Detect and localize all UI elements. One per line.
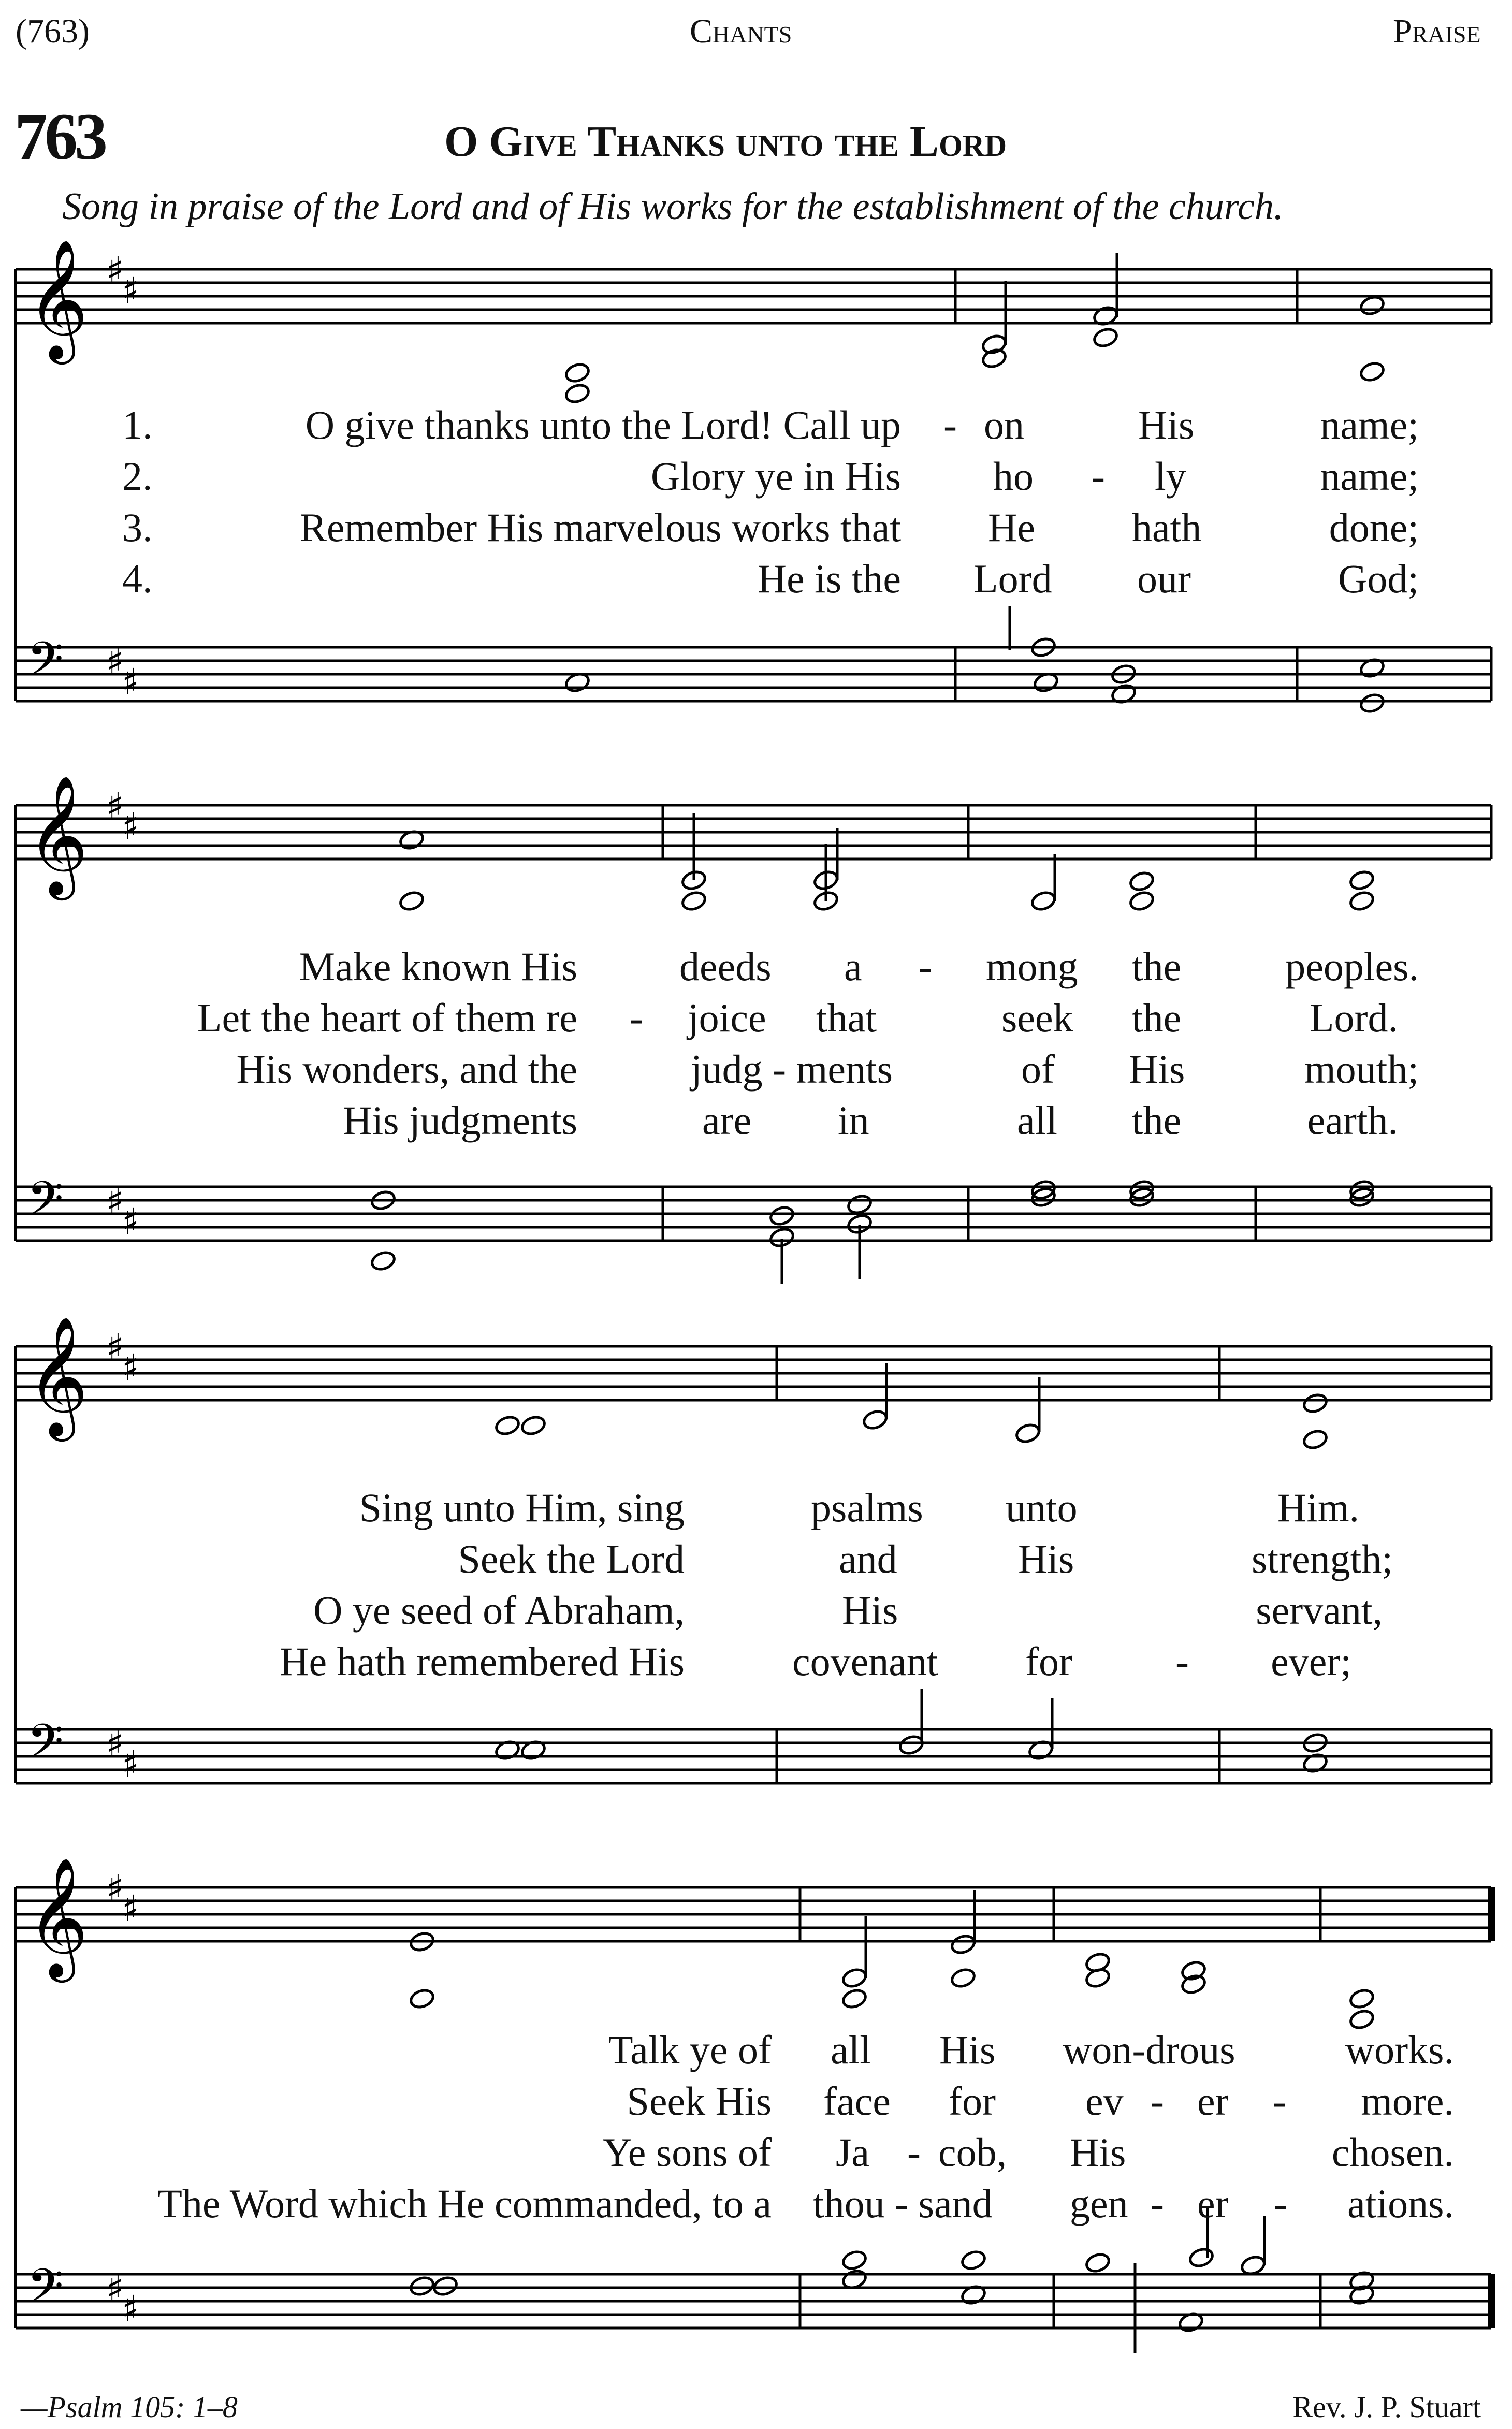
lyric-s4-v3-4: His <box>1070 2130 1126 2175</box>
lyric-s4-v2-4: - <box>1151 2078 1164 2123</box>
lyric-s1-v2-3: ly <box>1155 454 1186 499</box>
notehead <box>1014 1422 1041 1444</box>
lyric-s1-v2-2: - <box>1092 454 1105 499</box>
notehead <box>564 361 591 384</box>
stanza-number-1: 1. <box>122 402 153 447</box>
lyric-s3-v2-0: Seek the Lord <box>458 1536 685 1581</box>
lyric-s1-v4-1: Lord <box>973 556 1052 601</box>
lyric-s1-v1-3: His <box>1138 402 1195 447</box>
treble-clef-icon: 𝄞 <box>27 1857 89 1977</box>
notehead <box>1348 890 1375 912</box>
sharp-icon: ♯ <box>122 2288 139 2330</box>
lyric-s3-v3-2: servant, <box>1256 1588 1383 1633</box>
notehead <box>846 1193 873 1215</box>
final-barline <box>1488 2274 1495 2328</box>
sharp-icon: ♯ <box>106 1867 124 1910</box>
sharp-icon: ♯ <box>122 1887 139 1930</box>
lyric-s3-v1-0: Sing unto Him, sing <box>359 1485 685 1530</box>
sharp-icon: ♯ <box>122 269 139 312</box>
lyric-s4-v1-4: works. <box>1345 2027 1454 2072</box>
lyric-s4-v4-5: - <box>1274 2181 1287 2226</box>
lyric-s1-v3-0: Remember His marvelous works that <box>299 505 901 550</box>
lyric-s3-v2-3: strength; <box>1252 1536 1393 1581</box>
lyric-s3-v4-4: ever; <box>1271 1639 1351 1684</box>
notehead <box>1188 2246 1215 2268</box>
notehead <box>1030 890 1057 912</box>
lyric-s4-v4-6: ations. <box>1347 2181 1454 2226</box>
stanza-number-2: 2. <box>122 454 153 499</box>
lyric-s4-v3-1: Ja <box>836 2130 869 2175</box>
lyric-s4-v2-1: face <box>823 2078 891 2123</box>
notehead <box>841 1987 868 2010</box>
lyric-s2-v4-4: the <box>1132 1098 1182 1143</box>
lyric-s2-v3-1: judg - ments <box>691 1046 893 1092</box>
notehead <box>1128 890 1155 912</box>
lyric-s1-v4-3: God; <box>1338 556 1419 601</box>
notehead <box>494 1414 521 1436</box>
notehead <box>768 1204 795 1227</box>
lyric-s1-v1-1: - <box>943 402 957 447</box>
lyric-s2-v4-1: are <box>702 1098 752 1143</box>
lyric-s4-v2-2: for <box>949 2078 996 2123</box>
lyric-s4-v2-0: Seek His <box>627 2078 772 2123</box>
lyric-s3-v4-3: - <box>1175 1639 1189 1684</box>
lyric-s1-v3-2: hath <box>1132 505 1202 550</box>
bass-clef-icon: 𝄢 <box>27 1714 64 1780</box>
lyric-s2-v1-1: deeds <box>679 944 772 989</box>
lyric-s4-v3-0: Ye sons of <box>603 2130 772 2175</box>
sharp-icon: ♯ <box>122 1200 139 1243</box>
lyric-s2-v2-2: joice <box>688 995 766 1040</box>
notehead <box>564 382 591 404</box>
lyric-s4-v3-5: chosen. <box>1331 2130 1454 2175</box>
lyric-s2-v4-5: earth. <box>1307 1098 1398 1143</box>
lyric-s2-v2-3: that <box>816 995 877 1040</box>
notehead <box>432 2275 459 2297</box>
sharp-icon: ♯ <box>106 2267 124 2310</box>
sharp-icon: ♯ <box>106 1723 124 1765</box>
section-heading: Chants <box>690 12 792 50</box>
sharp-icon: ♯ <box>122 1346 139 1389</box>
lyric-s1-v4-2: our <box>1137 556 1191 601</box>
lyric-s4-v4-4: er <box>1197 2181 1229 2226</box>
sharp-icon: ♯ <box>106 785 124 827</box>
notehead <box>409 1987 435 2010</box>
notehead <box>1348 869 1375 891</box>
lyric-s2-v1-6: peoples. <box>1285 944 1419 989</box>
author-credit: Rev. J. P. Stuart <box>1292 2390 1481 2424</box>
notehead <box>520 1414 547 1436</box>
category-heading: Praise <box>1393 12 1481 50</box>
bass-clef-icon: 𝄢 <box>27 2259 64 2325</box>
lyric-s3-v3-1: His <box>842 1588 898 1633</box>
lyric-s4-v1-0: Talk ye of <box>608 2027 772 2072</box>
lyric-s4-v2-6: - <box>1273 2078 1286 2123</box>
treble-clef-icon: 𝄞 <box>27 1316 89 1436</box>
lyric-s2-v2-1: - <box>630 995 643 1040</box>
lyric-s1-v1-2: on <box>984 402 1024 447</box>
notehead <box>862 1408 889 1431</box>
notehead <box>1348 1987 1375 2010</box>
stanza-number-4: 4. <box>122 556 153 601</box>
sharp-icon: ♯ <box>122 661 139 703</box>
final-barline <box>1488 1887 1495 1941</box>
lyric-s3-v4-1: covenant <box>792 1639 938 1684</box>
sharp-icon: ♯ <box>106 1326 124 1369</box>
lyric-s1-v2-4: name; <box>1320 454 1419 499</box>
hymn-number: 763 <box>14 100 105 173</box>
lyric-s4-v1-1: all <box>831 2027 871 2072</box>
lyric-s4-v4-0: The Word which He commanded, to a <box>157 2181 772 2226</box>
sharp-icon: ♯ <box>122 805 139 848</box>
notehead <box>398 890 425 912</box>
lyric-s2-v3-2: of <box>1021 1046 1055 1092</box>
lyric-s1-v2-1: ho <box>993 454 1034 499</box>
lyric-s2-v1-0: Make known His <box>299 944 577 989</box>
notehead <box>680 890 707 912</box>
lyric-s4-v2-7: more. <box>1361 2078 1454 2123</box>
stanza-number-3: 3. <box>122 505 153 550</box>
notehead <box>960 2249 987 2271</box>
lyric-s1-v3-1: He <box>988 505 1035 550</box>
treble-clef-icon: 𝄞 <box>27 775 89 895</box>
notehead <box>1359 294 1386 316</box>
notehead <box>370 1249 397 1272</box>
scripture-reference: —Psalm 105: 1–8 <box>21 2390 238 2424</box>
lyric-s1-v1-0: O give thanks unto the Lord! Call up <box>305 402 901 447</box>
lyric-s3-v1-3: Him. <box>1277 1485 1359 1530</box>
lyric-s2-v2-0: Let the heart of them re <box>197 995 577 1040</box>
notehead <box>1359 692 1386 714</box>
lyric-s3-v1-1: psalms <box>811 1485 923 1530</box>
notehead <box>1128 870 1155 892</box>
notehead <box>1302 1392 1329 1414</box>
lyric-s4-v4-3: - <box>1151 2181 1164 2226</box>
lyric-s2-v3-0: His wonders, and the <box>236 1046 577 1092</box>
lyric-s3-v1-2: unto <box>1006 1485 1078 1530</box>
notehead <box>841 2249 868 2271</box>
lyric-s2-v1-2: a <box>844 944 862 989</box>
lyric-s4-v2-3: ev <box>1085 2078 1124 2123</box>
bass-clef-icon: 𝄢 <box>27 1171 64 1238</box>
lyric-s4-v4-1: thou - sand <box>813 2181 993 2226</box>
lyric-s2-v2-4: seek <box>1001 995 1073 1040</box>
lyric-s3-v3-0: O ye seed of Abraham, <box>313 1588 685 1633</box>
sharp-icon: ♯ <box>106 249 124 292</box>
hymn-title: O Give Thanks unto the Lord <box>444 118 1007 166</box>
lyric-s2-v4-3: all <box>1017 1098 1057 1143</box>
lyric-s4-v2-5: er <box>1197 2078 1229 2123</box>
lyric-s2-v3-4: mouth; <box>1304 1046 1419 1092</box>
hymn-description: Song in praise of the Lord and of His works for the establishment of the church. <box>62 185 1284 228</box>
notehead <box>950 1933 977 1955</box>
notehead <box>950 1967 977 1989</box>
bass-clef-icon: 𝄢 <box>27 632 64 698</box>
notehead <box>1359 360 1386 383</box>
treble-clef-icon: 𝄞 <box>27 239 89 359</box>
lyric-s2-v4-0: His judgments <box>343 1098 577 1143</box>
lyric-s3-v4-2: for <box>1025 1639 1072 1684</box>
lyric-s2-v1-3: - <box>919 944 932 989</box>
lyric-s4-v1-3: won-drous <box>1063 2027 1235 2072</box>
lyric-s3-v4-0: He hath remembered His <box>280 1639 685 1684</box>
lyric-s3-v2-1: and <box>839 1536 897 1581</box>
lyric-s2-v4-2: in <box>838 1098 869 1143</box>
lyric-s1-v3-3: done; <box>1329 505 1419 550</box>
sharp-icon: ♯ <box>122 1743 139 1785</box>
lyric-s4-v4-2: gen <box>1070 2181 1128 2226</box>
lyric-s2-v2-6: Lord. <box>1309 995 1398 1040</box>
sharp-icon: ♯ <box>106 1180 124 1223</box>
lyric-s2-v3-3: His <box>1129 1046 1185 1092</box>
lyric-s2-v1-5: the <box>1132 944 1182 989</box>
lyric-s2-v2-5: the <box>1132 995 1182 1040</box>
notehead <box>1092 326 1119 348</box>
notehead <box>841 1967 868 1989</box>
lyric-s4-v1-2: His <box>939 2027 996 2072</box>
notehead <box>409 2275 435 2297</box>
notehead <box>1302 1428 1329 1450</box>
sharp-icon: ♯ <box>106 641 124 683</box>
lyric-s2-v1-4: mong <box>986 944 1078 989</box>
lyric-s1-v2-0: Glory ye in His <box>650 454 901 499</box>
lyric-s3-v2-2: His <box>1018 1536 1074 1581</box>
page-number-ref: (763) <box>16 12 90 50</box>
lyric-s1-v4-0: He is the <box>757 556 901 601</box>
lyric-s4-v3-2: - <box>907 2130 921 2175</box>
lyric-s4-v3-3: cob, <box>938 2130 1007 2175</box>
notehead <box>1084 2251 1111 2274</box>
lyric-s1-v1-4: name; <box>1320 402 1419 447</box>
